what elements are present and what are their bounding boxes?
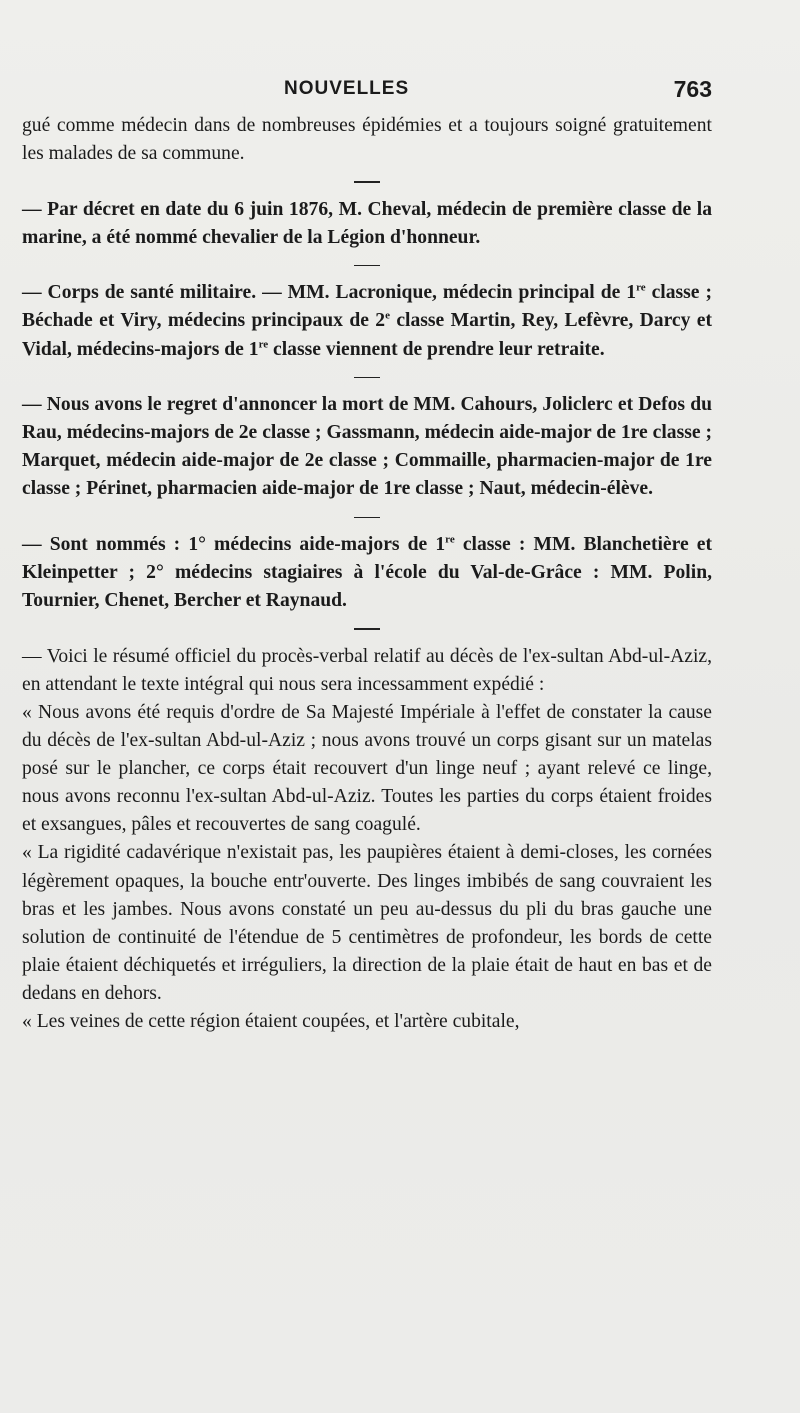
paragraph-obituary-end: gué comme médecin dans de nombreuses épidémies et a toujours soigné gratuitement les malades de sa commune. <box>22 115 712 165</box>
text-segment: classe ; Béchade et Viry, médecins principaux de 2 <box>22 282 712 332</box>
text-segment: classe : MM. Blanchetière et Kleinpetter ; 2° médecins stagiaires à l'école du Val-de-Grâce : MM. Polin, Tournier, Chenet, Bercher et Raynaud. <box>22 534 712 612</box>
ordinal-superscript: e <box>385 309 390 322</box>
running-head: NOUVELLES <box>284 78 410 99</box>
section-separator <box>354 628 380 630</box>
section-separator <box>354 517 380 519</box>
ordinal-superscript: re <box>445 533 455 546</box>
paragraph-sultan-report-body-1: « Nous avons été requis d'ordre de Sa Majesté Impériale à l'effet de constater la cause du décès de l'ex-sultan Abd-ul-Aziz ; nous avons trouvé un corps gisant sur un matelas posé sur le plancher, ce corps était recouvert d'un linge neuf ; ayant relevé ce linge, nous avons reconnu l'ex-sultan Abd-ul-Aziz. Toutes les parties du corps étaient froides et exsangues, pâles et recouvertes de sang coagulé. <box>22 702 712 836</box>
text-segment: classe viennent de prendre leur retraite. <box>268 338 605 360</box>
ordinal-superscript: re <box>636 281 646 294</box>
paragraph-corps-sante-militaire <box>22 279 712 363</box>
ordinal-superscript: re <box>258 338 269 351</box>
section-separator <box>354 377 380 379</box>
article-body <box>22 112 712 1036</box>
section-separator <box>354 265 380 267</box>
paragraph-deaths-announcement: — Nous avons le regret d'annoncer la mort de MM. Cahours, Joliclerc et Defos du Rau, médecins-majors de 2e classe ; Gassmann, médecin aide-major de 1re classe ; Marquet, médecin aide-major de 2e classe ; Commaille, pharmacien-major de 1re classe ; Périnet, pharmacien aide-major de 1re classe ; Naut, médecin-élève. <box>22 394 712 500</box>
paragraph-sultan-report-body-2: « La rigidité cadavérique n'existait pas, les paupières étaient à demi-closes, les cornées légèrement opaques, la bouche entr'ouverte. Des linges imbibés de sang couvraient les bras et les jambes. Nous avons constaté un peu au-dessus du pli du bras gauche une solution de continuité de l'étendue de 5 centimètres de profondeur, les bords de cette plaie étaient déchiquetés et irréguliers, la direction de la plaie était de haut en bas et de dedans en dehors. <box>22 842 712 1004</box>
section-separator <box>354 181 380 183</box>
text-segment: — Corps de santé militaire. — MM. Lacronique, médecin principal de 1 <box>22 282 637 304</box>
paragraph-appointments <box>22 531 712 615</box>
text-segment: classe Martin, Rey, Lefèvre, Darcy et Vidal, médecins-majors de 1 <box>22 310 712 360</box>
paragraph-sultan-report-body-3: « Les veines de cette région étaient coupées, et l'artère cubitale, <box>22 1011 520 1033</box>
text-segment: — Sont nommés : 1° médecins aide-majors de 1 <box>22 534 446 556</box>
page-number: 763 <box>673 76 712 102</box>
page-header <box>22 78 712 110</box>
paragraph-decree-legion-honneur: — Par décret en date du 6 juin 1876, M. Cheval, médecin de première classe de la marine, a été nommé chevalier de la Légion d'honneur. <box>22 198 712 248</box>
paragraph-sultan-report-intro: — Voici le résumé officiel du procès-verbal relatif au décès de l'ex-sultan Abd-ul-Aziz, en attendant le texte intégral qui nous sera incessamment expédié : <box>22 645 712 695</box>
